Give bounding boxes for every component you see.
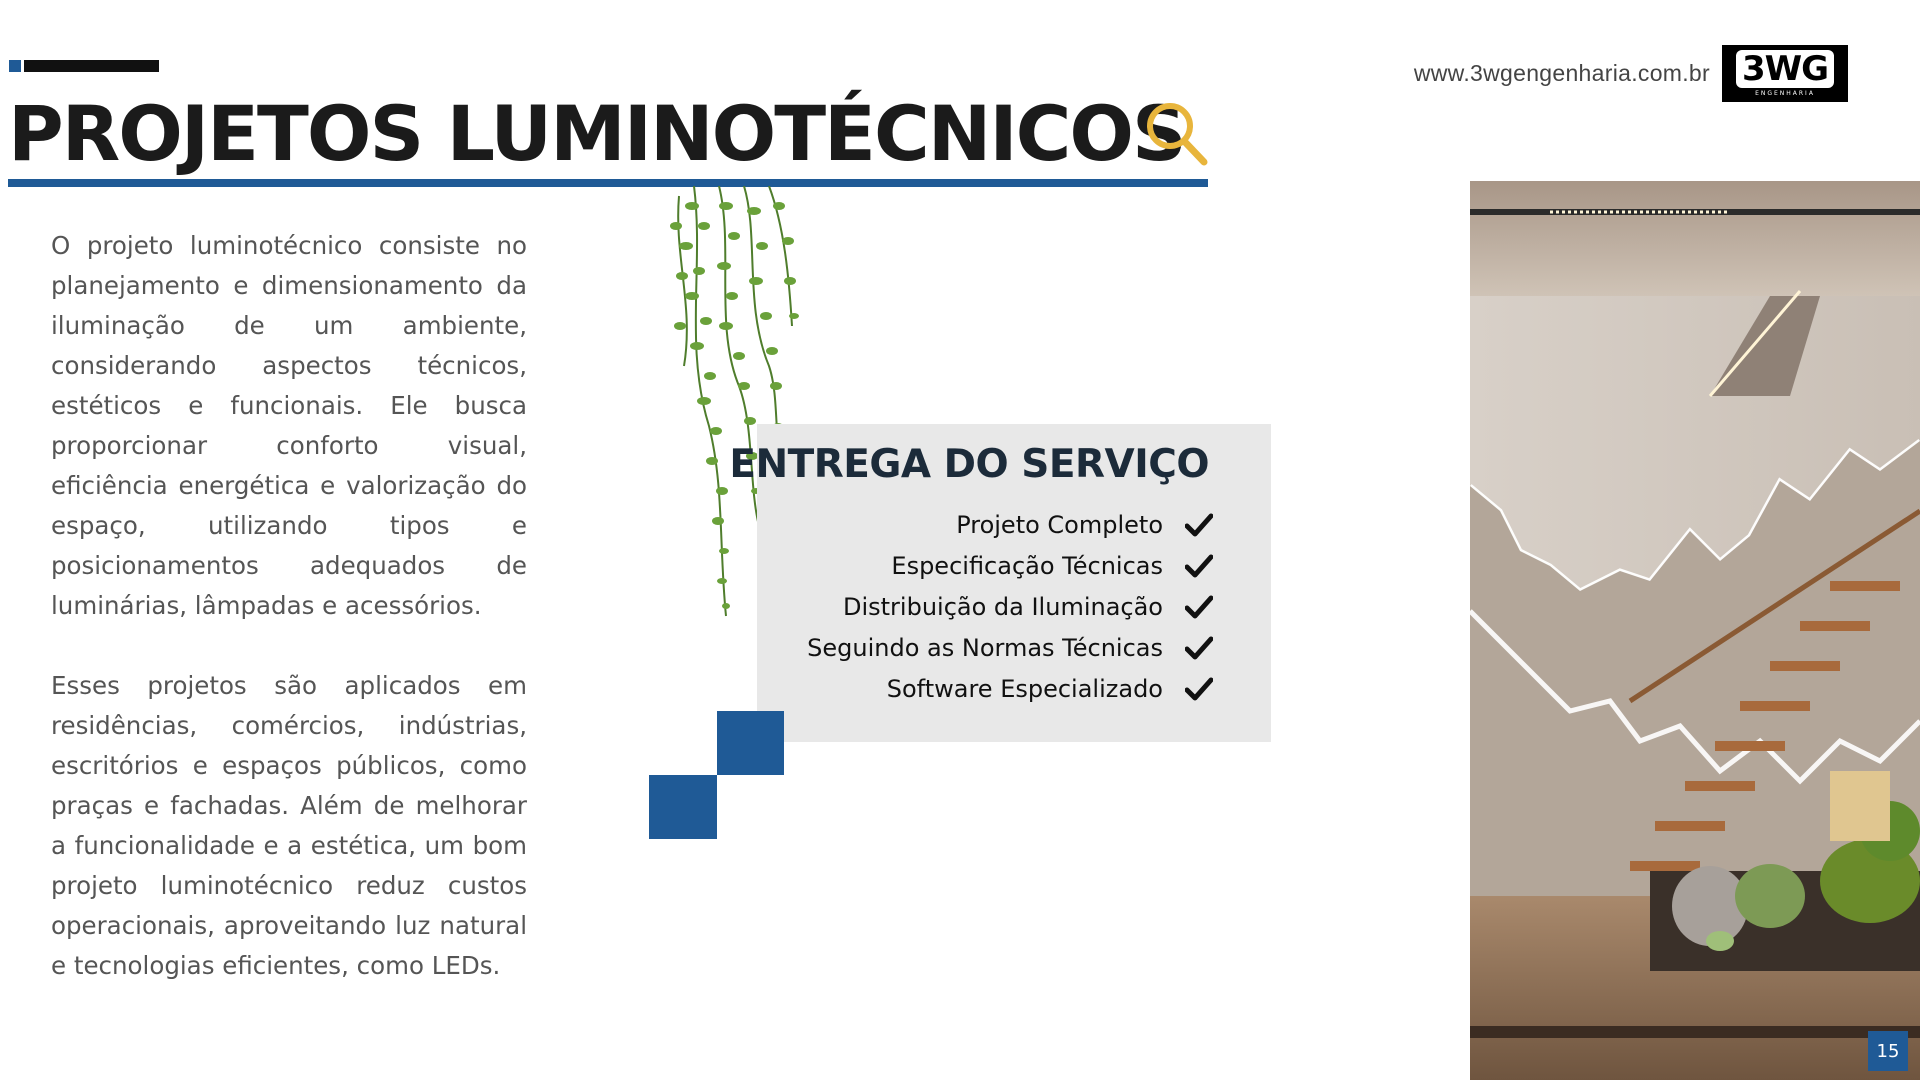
decorative-square — [717, 711, 784, 775]
delivery-title: ENTREGA DO SERVIÇO — [729, 442, 1209, 487]
check-icon — [1185, 677, 1213, 701]
delivery-item-label: Projeto Completo — [956, 510, 1163, 539]
delivery-item-label: Distribuição da Iluminação — [842, 592, 1163, 621]
intro-paragraph: O projeto luminotécnico consiste no planejamento e dimensionamento da iluminação de um ambiente, considerando aspectos técnicos, estéticos e funcionais. Ele busca proporcionar conforto visual, eficiência energética e valorização do espaço, utilizando tipos e posicionamentos adequados de luminárias, lâmpadas e acessórios. — [51, 231, 527, 620]
check-icon — [1185, 513, 1213, 537]
delivery-panel — [729, 424, 1271, 742]
delivery-item-label: Software Especializado — [886, 674, 1163, 703]
interior-lighting-photo — [1470, 181, 1920, 1080]
accent-bar — [24, 60, 159, 72]
delivery-list — [807, 504, 1213, 709]
page-number: 15 — [1868, 1031, 1908, 1071]
list-item — [807, 627, 1213, 668]
list-item — [807, 545, 1213, 586]
logo-mark: 3WG — [1736, 50, 1834, 88]
delivery-item-label: Especificação Técnicas — [891, 551, 1163, 580]
list-item — [807, 504, 1213, 545]
logo-subtitle: ENGENHARIA — [1755, 90, 1815, 97]
delivery-item-label: Seguindo as Normas Técnicas — [807, 633, 1163, 662]
title-underline — [8, 179, 1208, 187]
check-icon — [1185, 554, 1213, 578]
application-paragraph: Esses projetos são aplicados em residências, comércios, indústrias, escritórios e espaços públicos, como praças e fachadas. Além de melhorar a funcionalidade e a estética, um bom projeto luminotécnico reduz custos operacionais, aproveitando luz natural e tecnologias eficientes, como LEDs. — [51, 671, 527, 980]
accent-square — [9, 60, 21, 72]
search-icon — [1144, 100, 1208, 168]
page-title: PROJETOS LUMINOTÉCNICOS — [8, 89, 1185, 178]
list-item — [807, 668, 1213, 709]
check-icon — [1185, 595, 1213, 619]
check-icon — [1185, 636, 1213, 660]
decorative-square — [649, 775, 717, 839]
list-item — [807, 586, 1213, 627]
company-logo — [1722, 45, 1848, 102]
website-url[interactable]: www.3wgengenharia.com.br — [1413, 60, 1710, 86]
